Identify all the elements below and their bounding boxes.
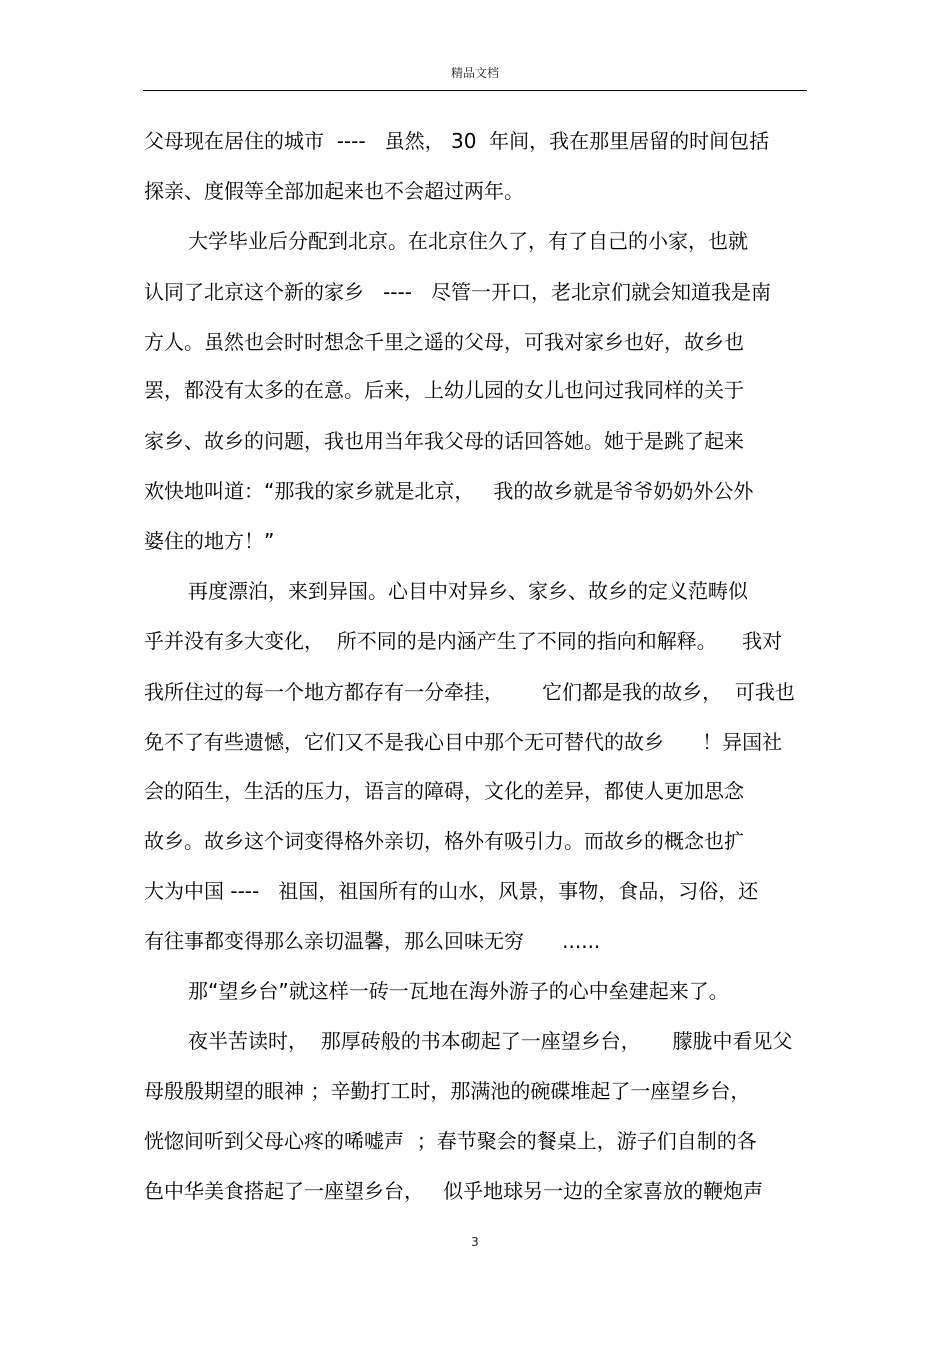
text-line: 认同了北京这个新的家乡 ---- 尽管一开口，老北京们就会知道我是南 [144, 280, 772, 304]
text-line: 父母现在居住的城市 ---- 虽然， 30 年间，我在那里居留的时间包括 [144, 129, 770, 153]
text-line: 我所住过的每一个地方都存有一分牵挂， 它们都是我的故乡， 可我也 [144, 680, 795, 704]
text-line: 探亲、度假等全部加起来也不会超过两年。 [144, 179, 524, 203]
text-line: 免不了有些遗憾，它们又不是我心目中那个无可替代的故乡 ！异国社 [144, 730, 783, 754]
text-line: 夜半苦读时， 那厚砖般的书本砌起了一座望乡台， 朦胧中看见父 [188, 1029, 793, 1053]
text-line: 方人。虽然也会时时想念千里之遥的父母，可我对家乡也好，故乡也 [144, 330, 744, 354]
text-line: 会的陌生，生活的压力，语言的障碍，文化的差异，都使人更加思念 [144, 779, 744, 803]
text-line: 婆住的地方！” [144, 529, 275, 553]
text-line: 有往事都变得那么亲切温馨，那么回味无穷 ...... [144, 929, 601, 953]
text-line: 故乡。故乡这个词变得格外亲切，格外有吸引力。而故乡的概念也扩 [144, 829, 744, 853]
text-line: 大学毕业后分配到北京。在北京住久了，有了自己的小家，也就 [188, 229, 748, 253]
text-line: 再度漂泊，来到异国。心目中对异乡、家乡、故乡的定义范畴似 [188, 579, 748, 603]
page-number: 3 [471, 1235, 479, 1249]
page-header-title: 精品文档 [450, 66, 499, 80]
text-line: 色中华美食搭起了一座望乡台， 似乎地球另一边的全家喜放的鞭炮声 [144, 1179, 764, 1203]
text-line: 恍惚间听到父母心疼的唏嘘声 ；春节聚会的餐桌上，游子们自制的各 [144, 1129, 757, 1153]
header-rule [143, 90, 807, 91]
text-line: 大为中国 ---- 祖国，祖国所有的山水，风景，事物，食品，习俗，还 [144, 879, 759, 903]
text-line: 那“望乡台”就这样一砖一瓦地在海外游子的心中垒建起来了。 [188, 979, 729, 1003]
text-line: 乎并没有多大变化， 所不同的是内涵产生了不同的指向和解释。 我对 [144, 629, 783, 653]
text-line: 母殷殷期望的眼神 ；辛勤打工时，那满池的碗碟堆起了一座望乡台， [144, 1079, 751, 1103]
text-line: 家乡、故乡的问题，我也用当年我父母的话回答她。她于是跳了起来 [144, 429, 744, 453]
text-line: 欢快地叫道：“那我的家乡就是北京， 我的故乡就是爷爷奶奶外公外 [144, 479, 754, 503]
text-line: 罢，都没有太多的在意。后来，上幼儿园的女儿也问过我同样的关于 [144, 378, 744, 402]
